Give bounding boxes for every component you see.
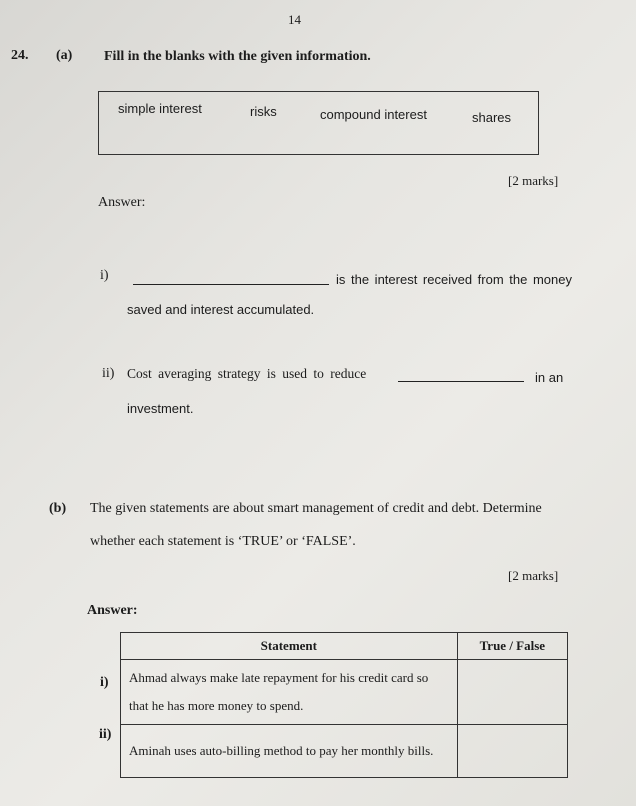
- statement-header: Statement: [121, 633, 458, 660]
- item-i-continuation: saved and interest accumulated.: [127, 302, 315, 317]
- statement-cell: Aminah uses auto-billing method to pay her monthly bills.: [121, 725, 458, 778]
- table-row-number: i): [100, 675, 109, 690]
- answer-cell[interactable]: [457, 660, 567, 725]
- table-row: [121, 660, 568, 725]
- word-bank-item: compound interest: [320, 107, 427, 122]
- part-a-label: (a): [56, 48, 73, 63]
- item-ii-text-after: in an: [535, 370, 564, 385]
- part-b-instruction-line2: whether each statement is ‘TRUE’ or ‘FALSE’.: [90, 534, 356, 549]
- true-false-header: True / False: [457, 633, 567, 660]
- answer-cell[interactable]: [457, 725, 567, 778]
- part-a-answer-label: Answer:: [98, 195, 146, 210]
- item-ii-answer-blank[interactable]: [398, 381, 524, 382]
- part-b-answer-label: Answer:: [87, 603, 138, 618]
- statement-cell: Ahmad always make late repayment for his credit card so that he has more money to spend.: [121, 660, 458, 725]
- item-i-number: i): [100, 268, 109, 283]
- page-number: 14: [288, 12, 301, 27]
- word-bank-item: shares: [472, 110, 512, 125]
- part-a-marks: [2 marks]: [508, 173, 559, 188]
- part-b-instruction-line1: The given statements are about smart management of credit and debt. Determine: [90, 501, 542, 516]
- table-row: [121, 725, 568, 778]
- item-i-answer-blank[interactable]: [133, 284, 329, 285]
- table-row-number: ii): [99, 727, 112, 742]
- question-number: 24.: [11, 48, 29, 63]
- item-ii-continuation: investment.: [127, 401, 194, 416]
- part-b-marks: [2 marks]: [508, 568, 559, 583]
- item-ii-number: ii): [102, 366, 115, 381]
- word-bank-item: risks: [250, 104, 277, 119]
- word-bank-item: simple interest: [118, 101, 202, 116]
- item-i-text: is the interest received from the money: [336, 272, 572, 287]
- item-ii-text: Cost averaging strategy is used to reduce: [127, 366, 367, 381]
- part-b-label: (b): [49, 501, 67, 516]
- true-false-table: [120, 632, 568, 778]
- part-a-instruction: Fill in the blanks with the given information.: [104, 49, 371, 64]
